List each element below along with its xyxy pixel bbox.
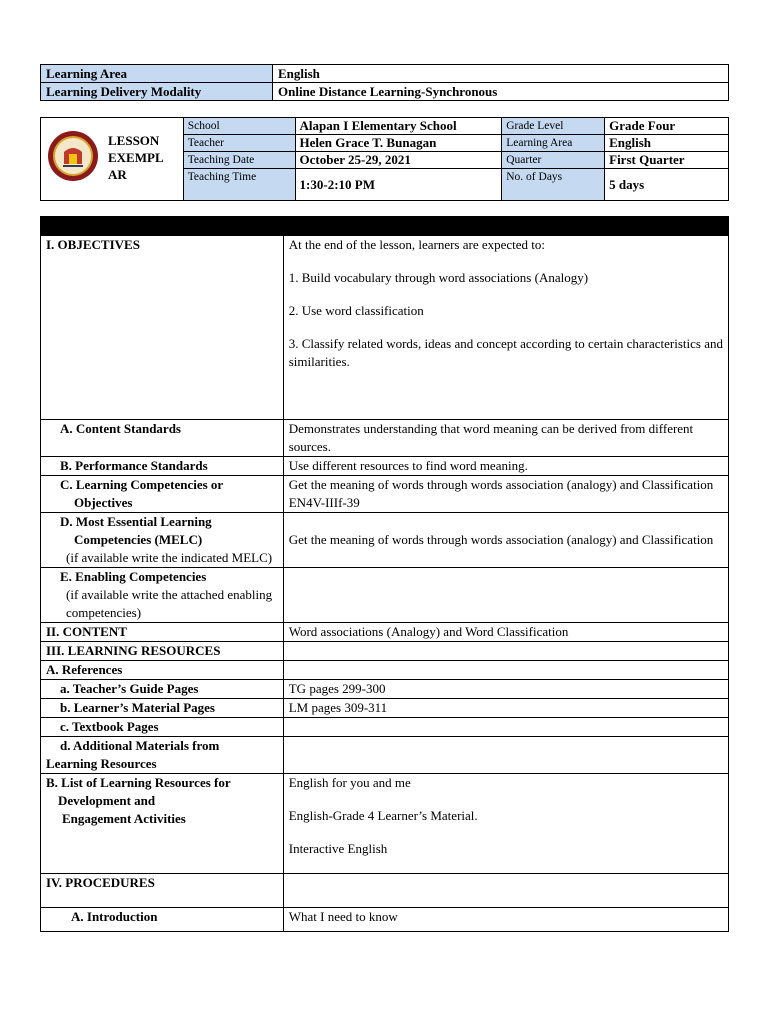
quarter-label: Quarter	[502, 152, 605, 169]
resource-item: English-Grade 4 Learner’s Material.	[288, 808, 478, 823]
performance-standards-value: Use different resources to find word meaning.	[283, 457, 728, 476]
objective-item: 2. Use word classification	[288, 303, 424, 318]
additional-materials-label: d. Additional Materials from	[60, 738, 220, 753]
melc-value: Get the meaning of words through words association (analogy) and Classification	[283, 513, 728, 568]
references-label: A. References	[41, 661, 284, 680]
objectives-content	[283, 236, 728, 420]
content-standards-value: Demonstrates understanding that word meaning can be derived from different sources.	[283, 420, 728, 457]
resources-list-value	[283, 774, 728, 874]
teaching-time-value: 1:30-2:10 PM	[295, 169, 502, 201]
no-of-days-value: 5 days	[605, 169, 729, 201]
procedures-label: IV. PROCEDURES	[41, 874, 284, 908]
lesson-header-table	[40, 117, 729, 201]
enabling-competencies-note: (if available write the attached enabling competencies)	[66, 587, 273, 620]
objectives-intro: At the end of the lesson, learners are expected to:	[288, 237, 546, 252]
enabling-competencies-label: E. Enabling Competencies	[60, 569, 207, 584]
info-row	[41, 83, 729, 101]
header-bar	[41, 217, 729, 236]
teachers-guide-label: a. Teacher’s Guide Pages	[60, 681, 199, 696]
grade-level-value: Grade Four	[605, 118, 729, 135]
introduction-value: What I need to know	[283, 908, 728, 932]
content-standards-label: A. Content Standards	[60, 421, 181, 436]
delivery-modality-label: Learning Delivery Modality	[41, 83, 273, 101]
learning-resources-label: III. LEARNING RESOURCES	[41, 642, 284, 661]
teacher-label: Teacher	[183, 135, 295, 152]
competencies-label-cont: Objectives	[74, 495, 133, 510]
objectives-label: I. OBJECTIVES	[41, 236, 284, 420]
resource-item: Interactive English	[288, 841, 388, 856]
melc-note: (if available write the indicated MELC)	[66, 550, 273, 565]
enabling-competencies-value	[283, 568, 728, 623]
teaching-time-label: Teaching Time	[183, 169, 295, 201]
melc-label: D. Most Essential Learning	[60, 514, 212, 529]
grade-level-label: Grade Level	[502, 118, 605, 135]
school-value: Alapan I Elementary School	[295, 118, 502, 135]
melc-label-cont: Competencies (MELC)	[74, 532, 203, 547]
objective-item: 3. Classify related words, ideas and concept according to certain characteristics and similarities.	[288, 336, 723, 369]
learners-material-value: LM pages 309-311	[283, 699, 728, 718]
learning-area-label: Learning Area	[41, 65, 273, 83]
content-label: II. CONTENT	[41, 623, 284, 642]
textbook-pages-label: c. Textbook Pages	[60, 719, 159, 734]
lesson-plan-table	[40, 216, 729, 932]
resources-list-label: B. List of Learning Resources for	[46, 775, 231, 790]
learning-area-value: English	[605, 135, 729, 152]
learning-area-label: Learning Area	[502, 135, 605, 152]
resource-item: English for you and me	[288, 775, 411, 790]
competencies-label: C. Learning Competencies or	[60, 477, 224, 492]
resources-list-label-cont2: Engagement Activities	[62, 811, 186, 826]
school-seal-icon	[47, 130, 99, 182]
learners-material-label: b. Learner’s Material Pages	[60, 700, 215, 715]
lesson-exemplar-title: LESSON EXEMPL AR	[108, 133, 164, 182]
delivery-modality-value: Online Distance Learning-Synchronous	[273, 83, 729, 101]
info-row	[41, 65, 729, 83]
teacher-value: Helen Grace T. Bunagan	[295, 135, 502, 152]
teachers-guide-value: TG pages 299-300	[283, 680, 728, 699]
additional-materials-label-cont: Learning Resources	[46, 756, 157, 771]
resources-list-label-cont: Development and	[58, 793, 156, 808]
objective-item: 1. Build vocabulary through word associations (Analogy)	[288, 270, 589, 285]
introduction-label: A. Introduction	[71, 909, 158, 924]
teaching-date-value: October 25-29, 2021	[295, 152, 502, 169]
content-value: Word associations (Analogy) and Word Classification	[283, 623, 728, 642]
teaching-date-label: Teaching Date	[183, 152, 295, 169]
info-table	[40, 64, 729, 101]
logo-cell	[41, 118, 184, 201]
performance-standards-label: B. Performance Standards	[60, 458, 208, 473]
learning-area-value: English	[273, 65, 729, 83]
quarter-value: First Quarter	[605, 152, 729, 169]
competencies-value: Get the meaning of words through words association (analogy) and Classification EN4V-IIIf-39	[283, 476, 728, 513]
no-of-days-label: No. of Days	[502, 169, 605, 201]
school-label: School	[183, 118, 295, 135]
